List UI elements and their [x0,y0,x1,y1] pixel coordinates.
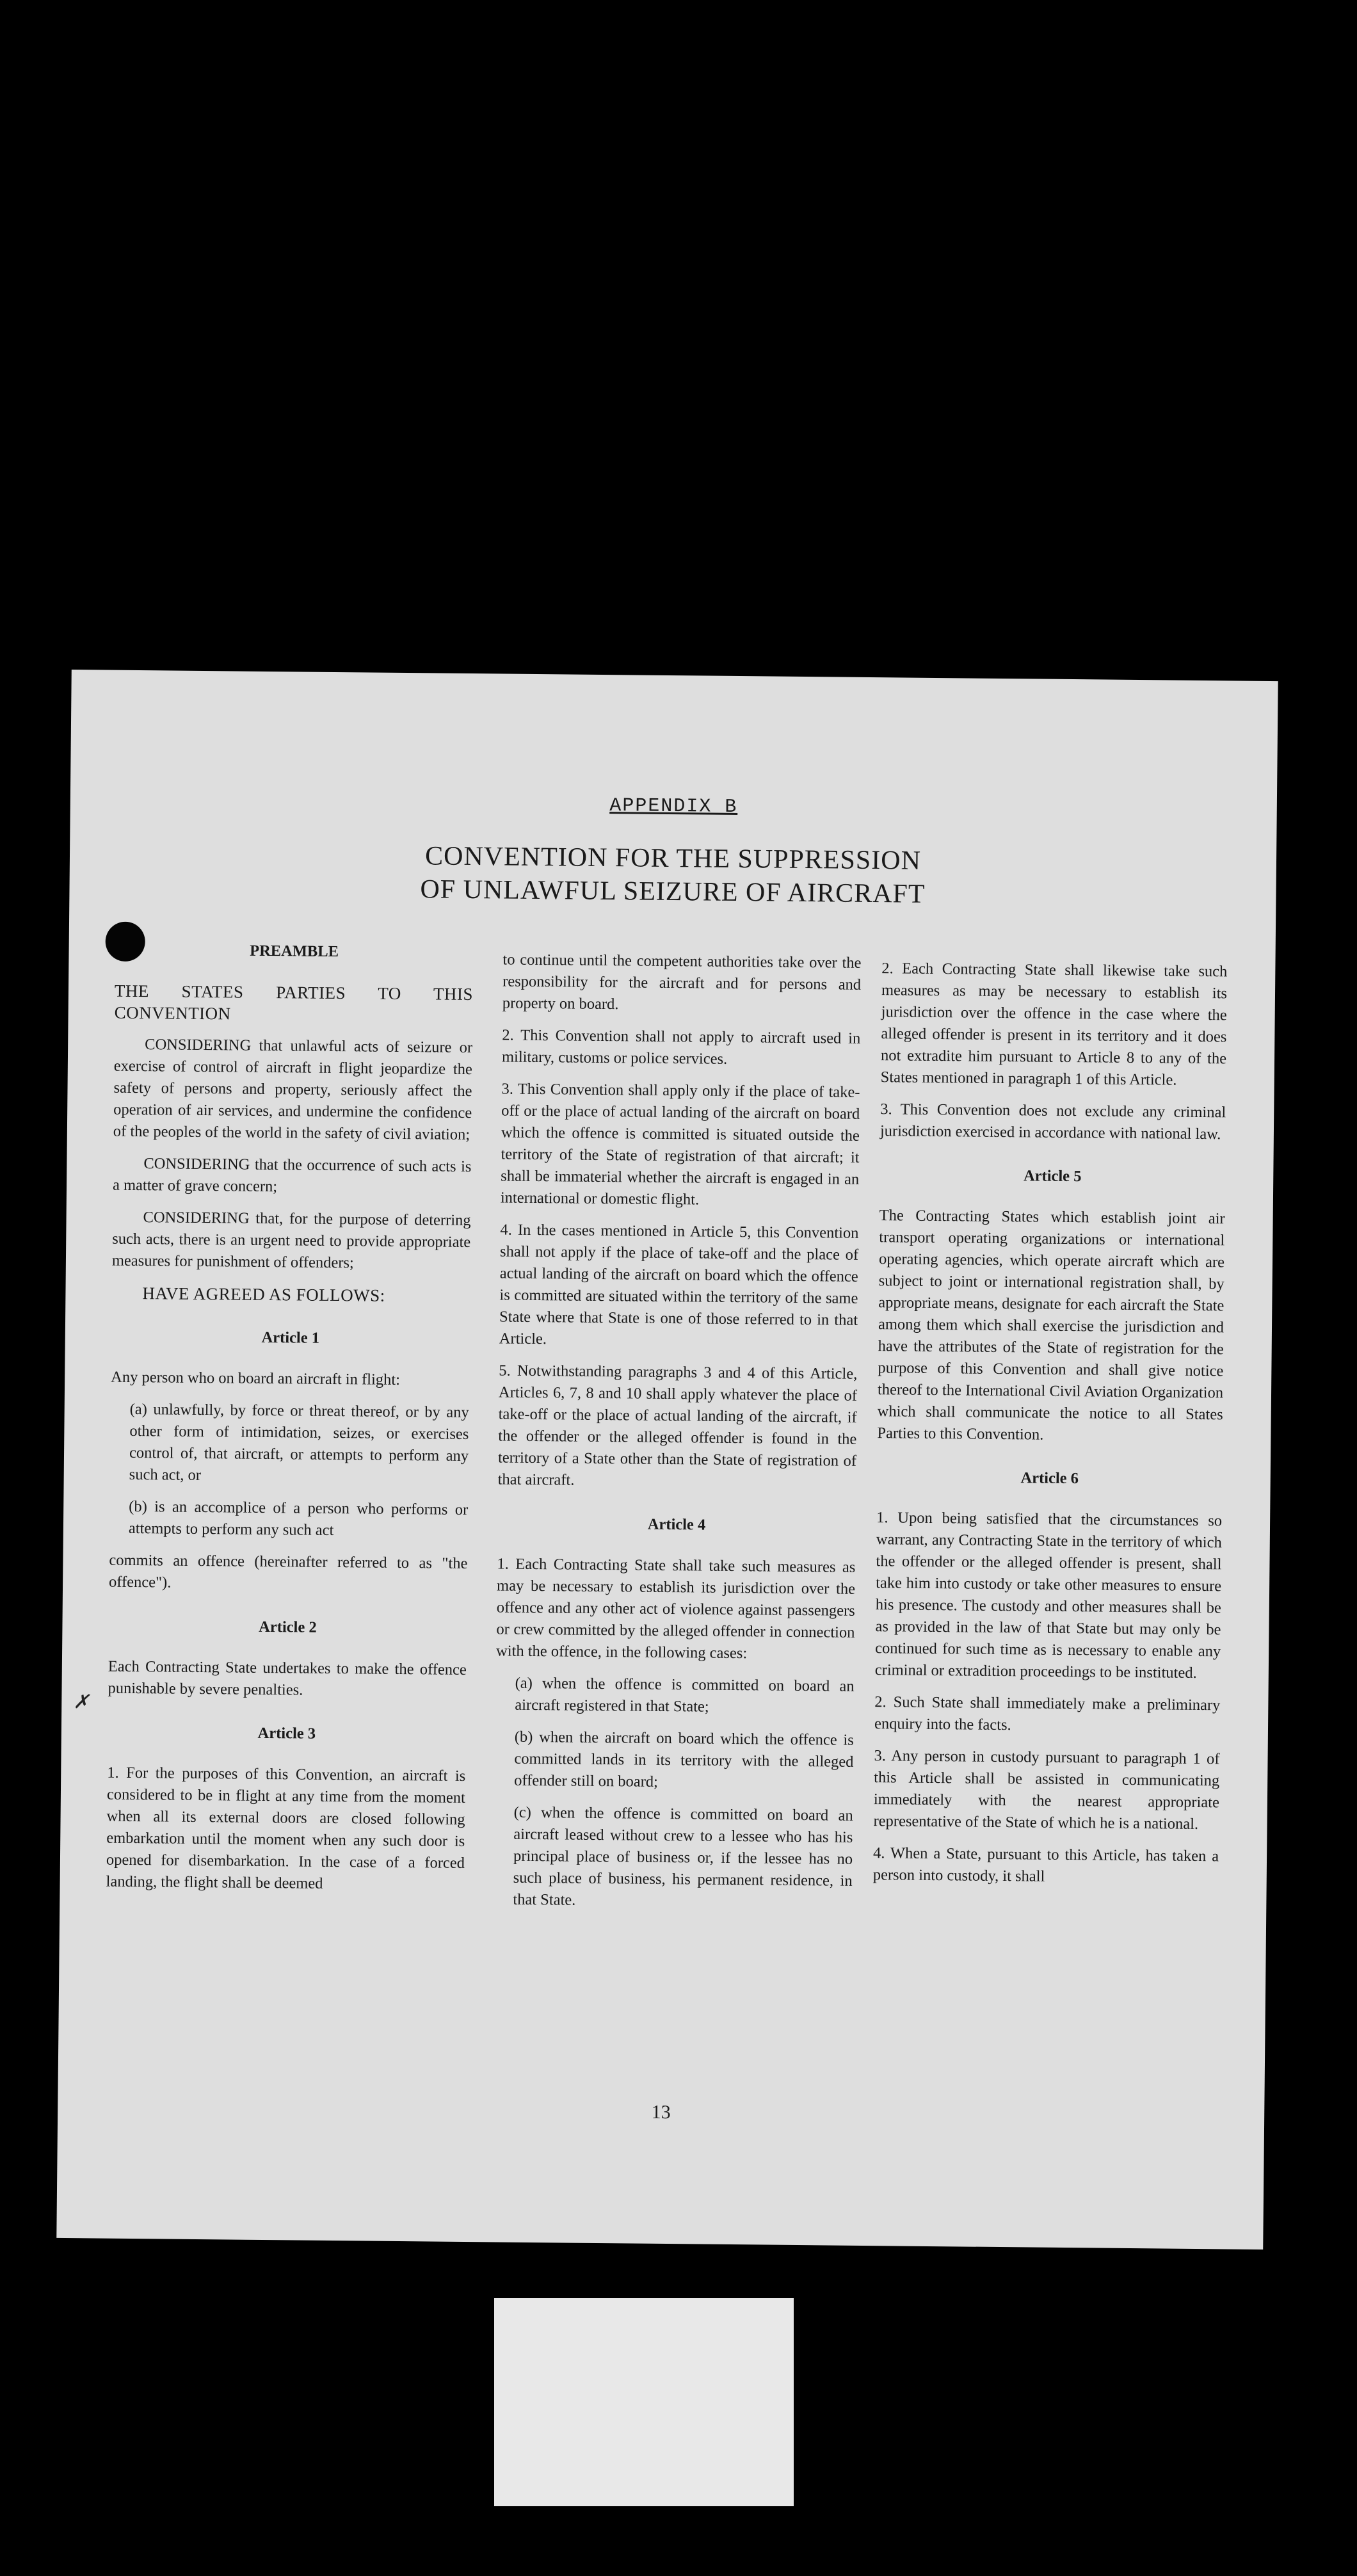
blank-card [494,2298,794,2506]
article-5-heading: Article 5 [1023,1167,1082,1186]
article-3-para-3: 3. This Convention shall apply only if the place of take-off or the place of actual landing of the aircraft on board which the offence is committed is situated outside the territory of the State of registration of that aircraft; it shall be immaterial whether the aircraft is engaged in an international or domestic flight. [500,1080,860,1209]
article-4-c: (c) when the offence is committed on board an aircraft leased without crew to a lessee who has his principal place of business or, if the lessee has no such place of business, his permanent residence, in that State. [513,1803,853,1909]
article-6-para-3: 3. Any person in custody pursuant to paragraph 1 of this Article shall be assisted in communicating immediately with the nearest appropriate representative of the State of which he is a national. [873,1747,1220,1833]
title-line-1: CONVENTION FOR THE SUPPRESSION [424,841,922,876]
article-6-heading: Article 6 [1020,1469,1079,1488]
article-3-heading: Article 3 [257,1724,316,1743]
article-1-intro: Any person who on board an aircraft in flight: [111,1368,401,1389]
appendix-label: APPENDIX B [609,795,738,819]
parties-heading: THE STATES PARTIES TO THIS CONVENTION [114,981,474,1024]
considering-2: CONSIDERING that the occurrence of such acts is a matter of grave concern; [112,1155,472,1196]
article-3-para-5: 5. Notwithstanding paragraphs 3 and 4 of this Article, Articles 6, 7, 8 and 10 shall apply whatever the place of take-off or the place of actual landing of the aircraft, if the offender or the alleged offender is found in the territory of a State other than the State of registration of that aircraft. [497,1362,858,1489]
article-3-para-1: 1. For the purposes of this Convention, an aircraft is considered to be in flight at any time from the moment when all its external doors are closed following embarkation until the moment when any such door is opened for disembarkation. In the case of a forced landing, the flight shall be deemed [106,1764,466,1892]
agreed-heading: HAVE AGREED AS FOLLOWS: [142,1284,385,1305]
article-1-a: (a) unlawfully, by force or threat thereof, or by any other form of intimidation, seizes, or exercises control of, that aircraft, or attempts to perform any such act, or [129,1400,469,1485]
article-5-text: The Contracting States which establish joint air transport operating organizations or international operating agencies, which operate aircraft which are subject to joint or international registration shall, by appropriate means, designate for each aircraft the State among them which shall exercise the jurisdiction and have the attributes of the State of registration for the purpose of this Convention and shall give notice thereof to the International Civil Aviation Organization which shall communicate the notice to all States Parties to this Convention. [877,1207,1225,1444]
article-3-para-2: 2. This Convention shall not apply to aircraft used in military, customs or police services. [501,1026,861,1068]
title-line-2: OF UNLAWFUL SEIZURE OF AIRCRAFT [420,874,926,909]
article-1-b: (b) is an accomplice of a person who performs or attempts to perform any such act [128,1497,469,1540]
preamble-heading: PREAMBLE [250,942,339,961]
article-3-para-4: 4. In the cases mentioned in Article 5, this Convention shall not apply if the place of take-off and the place of actual landing of the aircraft on board which the offence is committed are situated within the territory of the same State where that State is one of those referred to in that Article. [499,1221,859,1348]
article-6-para-2: 2. Such State shall immediately make a preliminary enquiry into the facts. [874,1693,1221,1734]
handwritten-mark: ✗ [73,1691,90,1713]
considering-1: CONSIDERING that unlawful acts of seizure or exercise of control of aircraft in flight jeopardize the safety of persons and property, seriously affect the operation of air services, and undermine the confidence of the peoples of the world in the safety of civil aviation; [113,1036,473,1144]
article-1-heading: Article 1 [261,1328,320,1347]
document-title [69,836,1276,914]
page-number: 13 [651,2101,671,2123]
column-2 [494,949,862,1924]
article-4-para-1: 1. Each Contracting State shall take such measures as may be necessary to establish its jurisdiction over the offence and any other act of violence against passengers or crew committed by the alleged offender in connection with the offence, in the following cases: [495,1555,856,1662]
article-2-text: Each Contracting State undertakes to make the offence punishable by severe penalties. [108,1657,467,1699]
considering-3: CONSIDERING that, for the purpose of deterring such acts, there is an urgent need to provide appropriate measures for punishment of offenders; [111,1209,471,1272]
article-6-para-1: 1. Upon being satisfied that the circumstances so warrant, any Contracting State in the territory of which the offender or the alleged offender is present, shall take him into custody or take other measures to ensure his presence. The custody and other measures shall be as provided in the law of that State but may only be continued for such time as is necessary to enable any criminal or extradition proceedings to be instituted. [874,1509,1223,1682]
article-1-end: commits an offence (hereinafter referred to as "the offence"). [108,1551,468,1591]
article-3-continued: to continue until the competent authorities take over the responsibility for the aircraft and for persons and property on board. [502,951,862,1013]
article-2-heading: Article 2 [259,1618,317,1636]
column-1 [106,939,473,1906]
document-page [56,670,1278,2250]
article-4-b: (b) when the aircraft on board which the offence is committed lands in its territory with the alleged offender still on board; [514,1728,854,1791]
article-4-para-3: 3. This Convention does not exclude any criminal jurisdiction exercised in accordance with national law. [879,1100,1226,1143]
article-4-para-2: 2. Each Contracting State shall likewise take such measures as may be necessary to establish its jurisdiction over the offence in the case where the alleged offender is present in its territory and it does not extradite him pursuant to Article 8 to any of the States mentioned in paragraph 1 of this Article. [880,960,1228,1089]
article-6-para-4: 4. When a State, pursuant to this Article, has taken a person into custody, it shall [872,1844,1219,1885]
article-4-heading: Article 4 [647,1515,706,1534]
column-3 [872,958,1227,1899]
article-4-a: (a) when the offence is committed on board an aircraft registered in that State; [515,1674,855,1716]
